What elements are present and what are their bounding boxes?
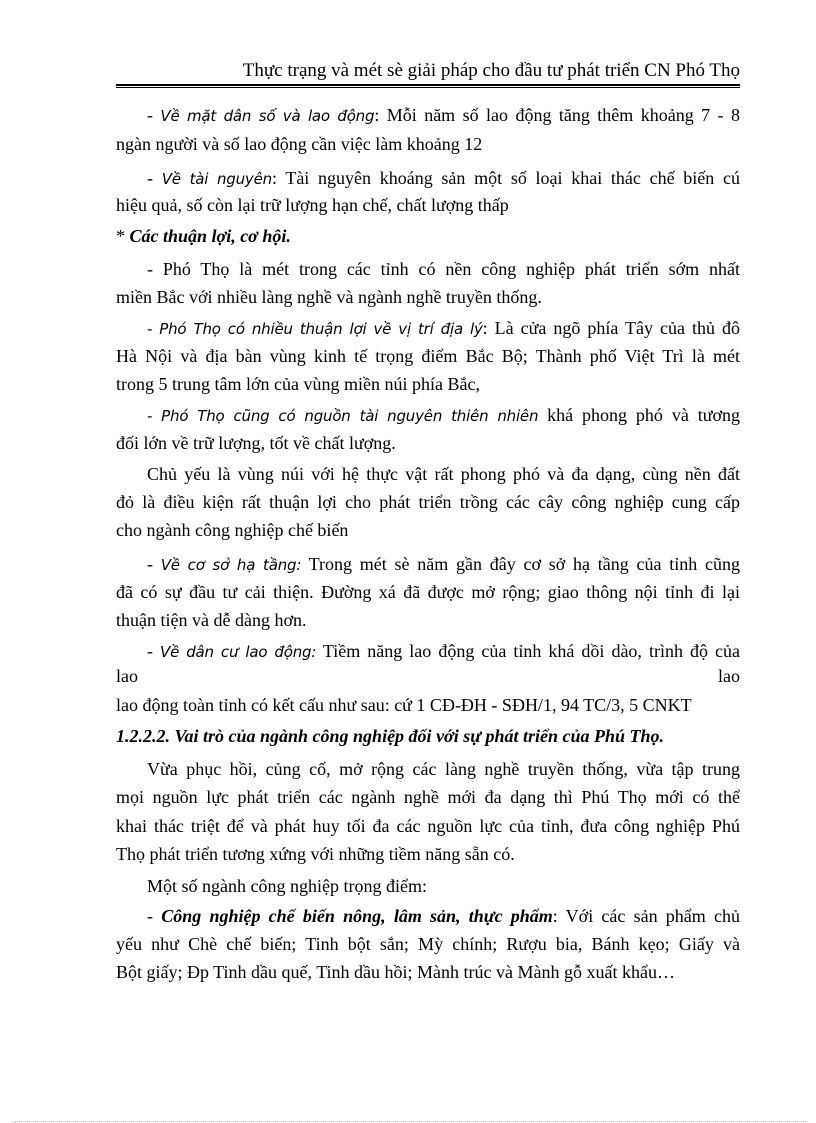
text-segment: cho ngành công nghiệp chế biến [116,520,349,540]
italic-text: Về tài nguyên [161,170,272,188]
text-line [116,553,740,576]
text-line [116,491,740,513]
text-segment: - [147,168,162,188]
text-segment: trong 5 trung tâm lớn của vùng miền núi phía Bắc, [116,374,480,394]
text-line [116,317,740,340]
text-segment: Chủ yếu là vùng núi với hệ thực vật rất phong phó và đa dạng, cùng nền đất [147,464,740,484]
italic-text: Về dân cư lao động: [160,643,317,661]
text-segment: Tiềm năng lao động của tỉnh khá dồi dào, trình độ của [316,641,740,661]
text-segment: - Phó Thọ là mét trong các tỉnh có nền công nghiệp phát triển sớm nhất [147,259,740,279]
italic-text: Về mặt dân số và lao động [160,107,375,125]
text-line [116,432,740,454]
bold-italic-text: Công nghiệp chế biến nông, lâm sản, thực phẩm [161,906,553,926]
text-line [116,104,740,127]
text-line [116,694,740,716]
italic-text: - [147,320,160,338]
text-line [116,581,740,603]
text-line [116,404,740,427]
text-line [116,463,740,485]
text-segment: : Tài nguyên khoáng sản một số loại khai thác chế biến cú [271,168,740,188]
text-line [116,373,740,395]
bold-italic-text: 1.2.2.2. Vai trò của ngành công nghiệp đối với sự phát triển của Phú Thọ. [116,726,665,746]
text-segment: - [147,641,161,661]
text-line [116,758,740,780]
text-segment: khai thác triệt để và phát huy tối đa các nguồn lực của tỉnh, đưa công nghiệp Phú [116,816,740,836]
text-line [116,519,740,541]
text-segment: : Là cửa ngõ phía Tây của thủ đô [482,318,740,338]
text-line [116,194,740,216]
text-segment: yếu như Chè chế biến; Tinh bột sắn; Mỳ chính; Rượu bia, Bánh kẹo; Giấy và [116,934,740,954]
text-segment: thuận tiện và dễ dàng hơn. [116,610,307,630]
text-segment: Trong mét sè năm gần đây cơ sở hạ tầng của tỉnh cũng [301,554,741,574]
text-segment: Bột giấy; Đp Tinh dầu quế, Tinh dầu hồi; Mành trúc và Mành gỗ xuất khẩu… [116,962,675,982]
text-line [116,640,740,663]
text-line [116,961,740,983]
text-segment: ngàn người và số lao động cần việc làm khoảng 12 [116,134,483,154]
text-line [116,875,740,897]
page-bottom-border [14,1121,808,1122]
italic-text: Về cơ sở hạ tầng: [160,556,302,574]
text-segment: khá phong phó và tương [538,405,740,425]
text-line [116,167,740,190]
text-segment: miền Bắc với nhiều làng nghề và ngành nghề truyền thống. [116,287,542,307]
text-line [116,905,740,927]
text-segment: đối lớn về trữ lượng, tốt về chất lượng. [116,433,396,453]
text-segment: - [147,105,161,125]
text-segment: Hà Nội và địa bàn vùng kinh tế trọng điểm Bắc Bộ; Thành phố Việt Trì là mét [116,346,740,366]
text-line [116,786,740,808]
text-line [116,815,740,837]
text-segment: * [116,226,130,246]
text-line [116,609,740,631]
text-segment: mọi nguồn lực phát triển các ngành nghề mới đa dạng thì Phú Thọ mới có thể [116,787,740,807]
text-segment: đỏ là điều kiện rất thuận lợi cho phát triển trồng các cây công nghiệp cung cấp [116,492,740,512]
running-header: Thực trạng và mét sè giải pháp cho đầu tư phát triển CN Phó Thọ [242,60,740,81]
text-segment: lao động toàn tỉnh có kết cấu như sau: cứ 1 CĐ-ĐH - SĐH/1, 94 TC/3, 5 CNKT [116,695,692,715]
text-segment: - [147,554,161,574]
text-segment: : Mỗi năm số lao động tăng thêm khoảng 7 - 8 [374,105,740,125]
text-segment: - [147,906,162,926]
text-line [116,133,740,155]
text-line [116,933,740,955]
text-line [116,286,740,308]
text-segment: Vừa phục hồi, củng cố, mở rộng các làng nghề truyền thống, vừa tập trung [147,759,740,779]
text-segment: hiệu quả, số còn lại trữ lượng hạn chế, chất lượng thấp [116,195,509,215]
text-line [116,665,740,687]
text-segment: : Với các sản phẩm chủ [552,906,741,926]
text-line [116,258,740,280]
italic-text: - Phó Thọ cũng có nguồn tài nguyên thiên nhiên [147,407,539,425]
text-line [116,225,740,247]
text-segment: Một số ngành công nghiệp trọng điểm: [147,876,427,896]
italic-text: Phó Thọ có nhiều thuận lợi về vị trí địa lý [159,320,483,338]
header-double-rule [116,84,740,88]
text-line [116,345,740,367]
text-line [116,843,740,865]
text-line [116,725,740,747]
text-segment: Thọ phát triển tương xứng với những tiềm năng sẵn có. [116,844,515,864]
text-segment: đã có sự đầu tư cải thiện. Đường xá đã được mở rộng; giao thông nội tỉnh đi lại [116,582,740,602]
text-segment: lao lao [116,666,740,686]
bold-italic-text: Các thuận lợi, cơ hội. [129,226,291,246]
